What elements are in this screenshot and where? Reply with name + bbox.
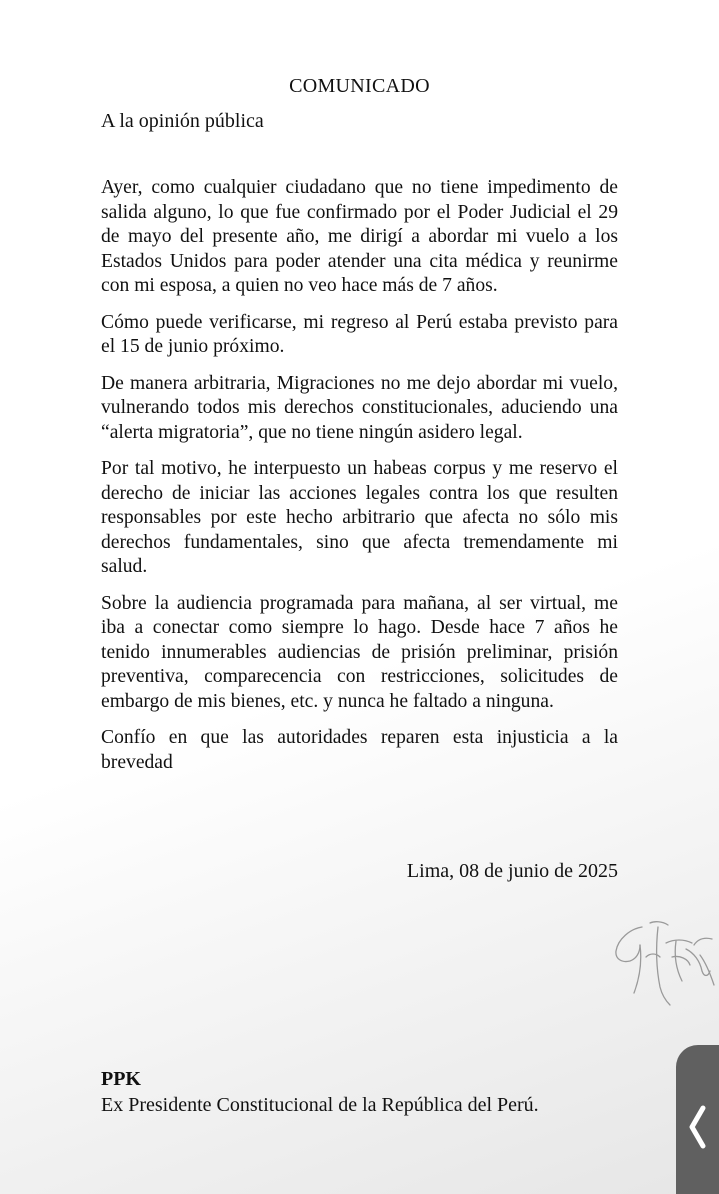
paragraph-1: Ayer, como cualquier ciudadano que no tiene impedimento de salida alguno, lo que fue confirmado por el Poder Judicial el 29 de mayo del presente año, me dirigí a abordar mi vuelo a los Estados Unidos para poder atender una cita médica y reunirme con mi esposa, a quien no veo hace más de 7 años.	[101, 177, 618, 296]
chevron-left-icon	[686, 1105, 708, 1149]
letter-date: Lima, 08 de junio de 2025	[406, 860, 618, 882]
letter-body	[101, 176, 618, 787]
paragraph-2: Cómo puede verificarse, mi regreso al Perú estaba previsto para el 15 de junio próximo.	[101, 311, 618, 357]
paragraph-6: Confío en que las autoridades reparen esta injusticia a la brevedad	[101, 727, 618, 773]
signer-title: Ex Presidente Constitucional de la República del Perú.	[101, 1094, 539, 1116]
signer-name: PPK	[101, 1068, 141, 1090]
side-panel-tab[interactable]	[676, 1045, 719, 1194]
paragraph-5: Sobre la audiencia programada para mañana, al ser virtual, me iba a conectar como siempre lo hago. Desde hace 7 años he tenido innumerables audiencias de prisión preliminar, prisión preventiva, comparecencia con restricciones, solicitudes de embargo de mis bienes, etc. y nunca he faltado a ninguna.	[101, 592, 618, 712]
letter-title: COMUNICADO	[289, 75, 430, 97]
letter-salutation: A la opinión pública	[101, 110, 264, 132]
handwritten-signature	[610, 905, 719, 1015]
paragraph-3: De manera arbitraria, Migraciones no me dejo abordar mi vuelo, vulnerando todos mis derechos constitucionales, aduciendo una “alerta migratoria”, que no tiene ningún asidero legal.	[101, 372, 618, 443]
paragraph-4: Por tal motivo, he interpuesto un habeas corpus y me reservo el derecho de iniciar las acciones legales contra los que resulten responsables por este hecho arbitrario que afecta no sólo mis derechos fundamentales, sino que afecta tremendamente mi salud.	[101, 458, 618, 577]
